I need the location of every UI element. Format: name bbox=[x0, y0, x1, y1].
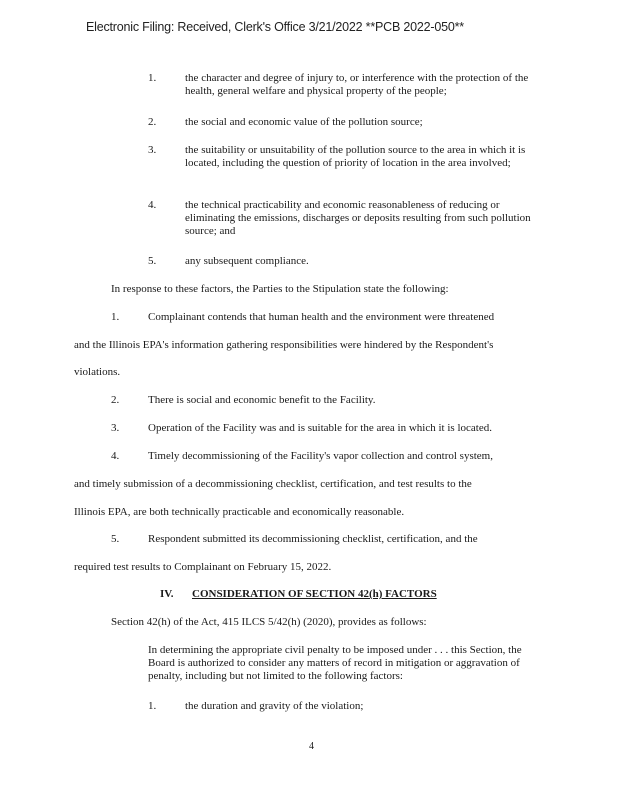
list-item-text: any subsequent compliance. bbox=[185, 255, 309, 267]
response-line: and timely submission of a decommissioning checklist, certification, and test results to the bbox=[74, 478, 472, 490]
response-number: 1. bbox=[111, 311, 120, 323]
list-item-number: 1. bbox=[148, 72, 157, 84]
list-item-text: the social and economic value of the pollution source; bbox=[185, 116, 423, 128]
response-intro: In response to these factors, the Parties to the Stipulation state the following: bbox=[111, 283, 449, 295]
response-line: Complainant contends that human health and the environment were threatened bbox=[148, 311, 495, 323]
block-quote: In determining the appropriate civil penalty to be imposed under . . . this Section, the Board is authorized to consider any matters of record in mitigation or aggravation of penalty, including but not limited to the following factors: bbox=[148, 644, 522, 682]
section-heading bbox=[160, 588, 437, 601]
filing-stamp-header: Electronic Filing: Received, Clerk's Office 3/21/2022 **PCB 2022-050** bbox=[86, 20, 464, 34]
page-number: 4 bbox=[309, 741, 314, 752]
response-line: Operation of the Facility was and is suitable for the area in which it is located. bbox=[148, 422, 492, 434]
response-line: Respondent submitted its decommissioning checklist, certification, and the bbox=[148, 533, 478, 545]
response-number: 3. bbox=[111, 422, 120, 434]
list-item-number: 1. bbox=[148, 700, 157, 712]
response-line: There is social and economic benefit to the Facility. bbox=[148, 394, 376, 406]
response-number: 4. bbox=[111, 450, 120, 462]
response-number: 2. bbox=[111, 394, 120, 406]
response-line: and the Illinois EPA's information gathering responsibilities were hindered by the Respondent's bbox=[74, 339, 494, 351]
list-item-text: the character and degree of injury to, or interference with the protection of the health, general welfare and physical property of the people; bbox=[185, 72, 529, 97]
list-item-number: 3. bbox=[148, 144, 157, 156]
list-item-number: 4. bbox=[148, 199, 157, 211]
response-number: 5. bbox=[111, 533, 120, 545]
list-item-text: the technical practicability and economic reasonableness of reducing or eliminating the emissions, discharges or deposits resulting from such pollution source; and bbox=[185, 199, 531, 237]
list-item-text: the suitability or unsuitability of the pollution source to the area in which it is located, including the question of priority of location in the area involved; bbox=[185, 144, 526, 169]
section-roman-numeral: IV. bbox=[160, 588, 174, 600]
response-line: Timely decommissioning of the Facility's vapor collection and control system, bbox=[148, 450, 493, 462]
section-intro: Section 42(h) of the Act, 415 ILCS 5/42(h) (2020), provides as follows: bbox=[111, 616, 427, 628]
list-item-number: 5. bbox=[148, 255, 157, 267]
list-item-text: the duration and gravity of the violation; bbox=[185, 700, 364, 712]
section-title: CONSIDERATION OF SECTION 42(h) FACTORS bbox=[192, 588, 437, 600]
list-item-number: 2. bbox=[148, 116, 157, 128]
response-line: required test results to Complainant on February 15, 2022. bbox=[74, 561, 332, 573]
response-line: violations. bbox=[74, 366, 121, 378]
response-line: Illinois EPA, are both technically practicable and economically reasonable. bbox=[74, 506, 405, 518]
